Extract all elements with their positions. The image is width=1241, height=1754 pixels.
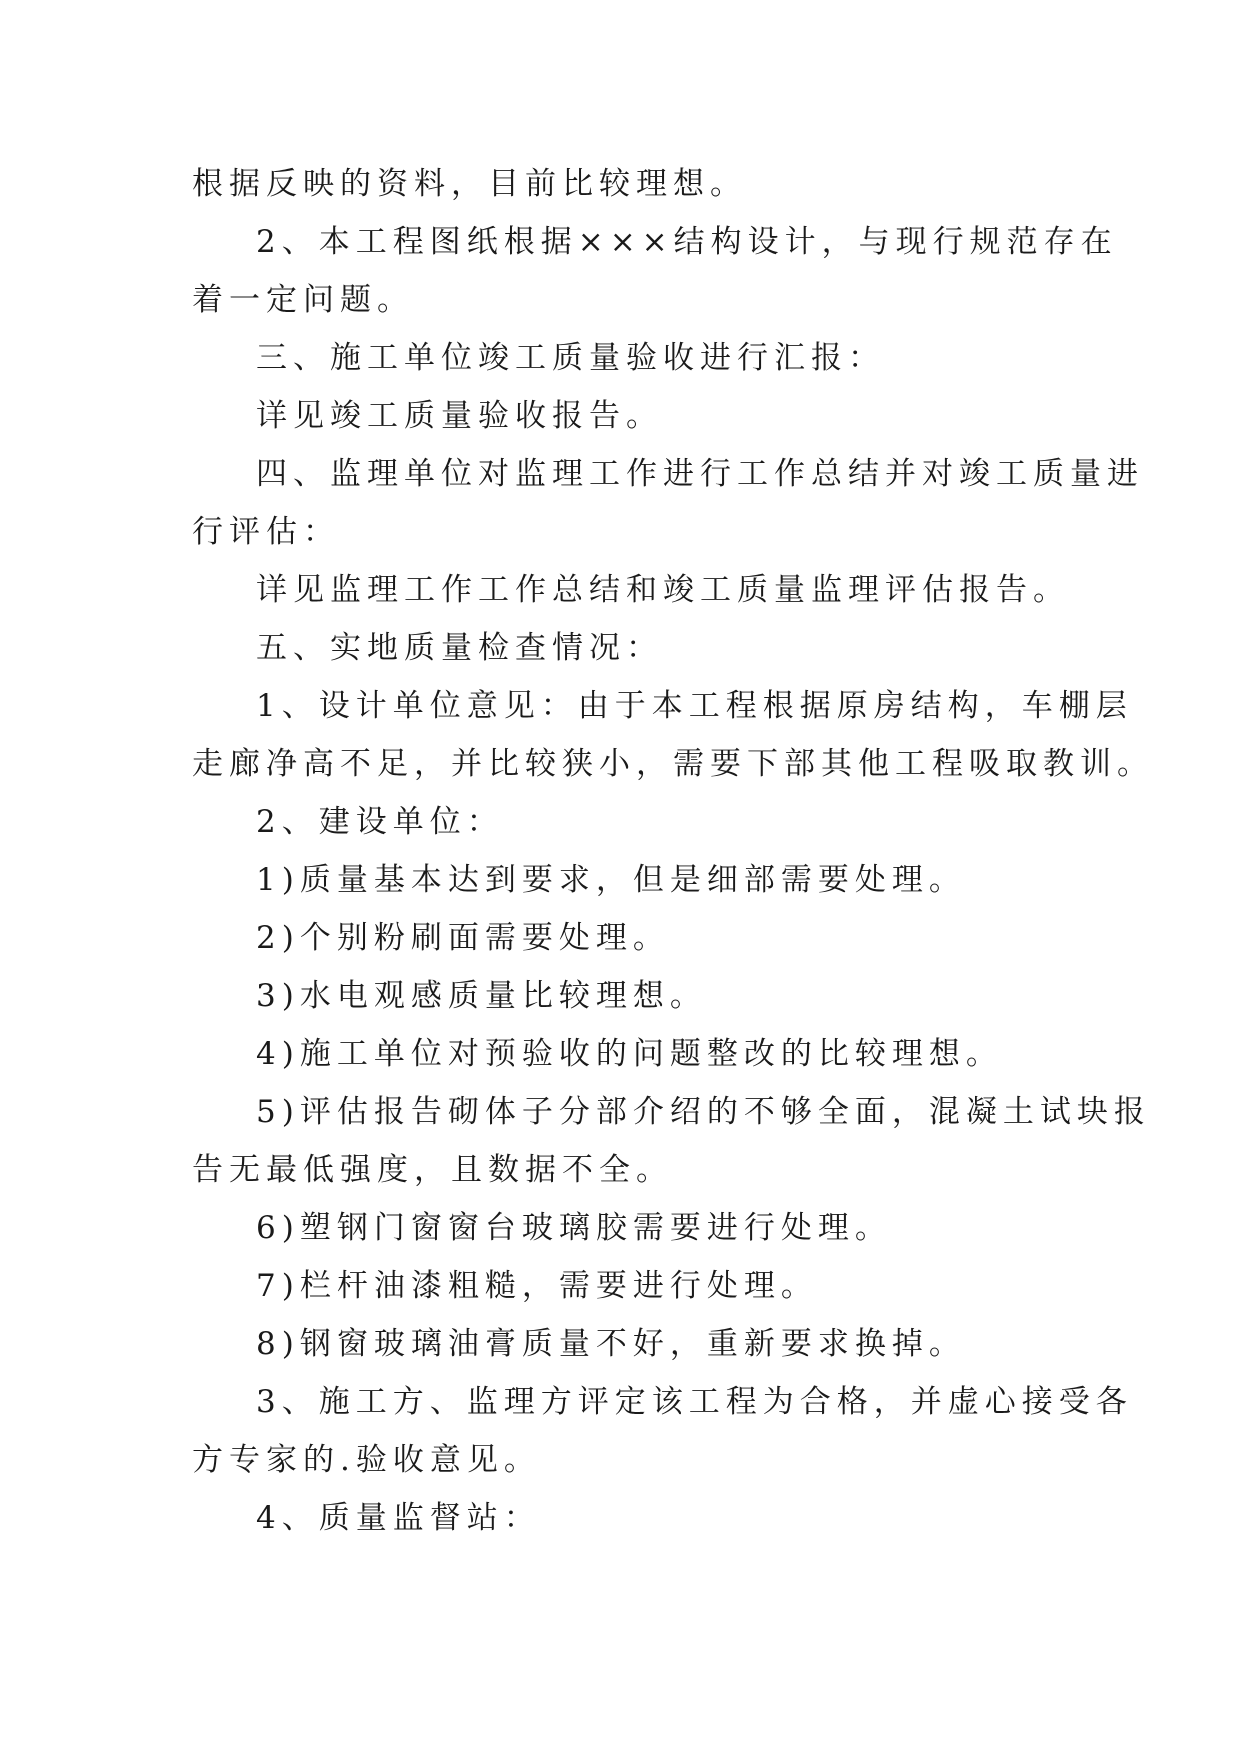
section-heading: 三、施工单位竣工质量验收进行汇报： [256, 340, 885, 376]
list-item: 6)塑钢门窗窗台玻璃胶需要进行处理。 [256, 1210, 892, 1246]
text-line: 3、施工方、监理方评定该工程为合格，并虚心接受各 [256, 1384, 1133, 1420]
text-line: 方专家的.验收意见。 [192, 1442, 541, 1478]
text-line: 详见竣工质量验收报告。 [256, 398, 663, 434]
text-line: 详见监理工作工作总结和竣工质量监理评估报告。 [256, 572, 1070, 608]
text-line: 2、建设单位： [256, 804, 504, 840]
list-item: 7)栏杆油漆粗糙，需要进行处理。 [256, 1268, 818, 1304]
text-line: 1、设计单位意见：由于本工程根据原房结构，车棚层 [256, 688, 1133, 724]
list-item: 3)水电观感质量比较理想。 [256, 978, 707, 1014]
text-line: 告无最低强度，且数据不全。 [192, 1152, 673, 1188]
list-item: 5)评估报告砌体子分部介绍的不够全面，混凝土试块报 [256, 1094, 1151, 1130]
list-item: 4)施工单位对预验收的问题整改的比较理想。 [256, 1036, 1003, 1072]
text-line: 行评估： [192, 514, 340, 550]
text-line: 着一定问题。 [192, 282, 414, 318]
list-item: 8)钢窗玻璃油膏质量不好，重新要求换掉。 [256, 1326, 966, 1362]
text-line: 4、质量监督站： [256, 1500, 541, 1536]
section-heading: 四、监理单位对监理工作进行工作总结并对竣工质量进 [256, 456, 1144, 492]
text-line: 根据反映的资料，目前比较理想。 [192, 166, 747, 202]
section-heading: 五、实地质量检查情况： [256, 630, 663, 666]
text-line: 2、本工程图纸根据×××结构设计，与现行规范存在 [256, 224, 1118, 260]
text-line: 走廊净高不足，并比较狭小，需要下部其他工程吸取教训。 [192, 746, 1154, 782]
document-body [192, 155, 1154, 1547]
list-item: 2)个别粉刷面需要处理。 [256, 920, 670, 956]
list-item: 1)质量基本达到要求，但是细部需要处理。 [256, 862, 966, 898]
